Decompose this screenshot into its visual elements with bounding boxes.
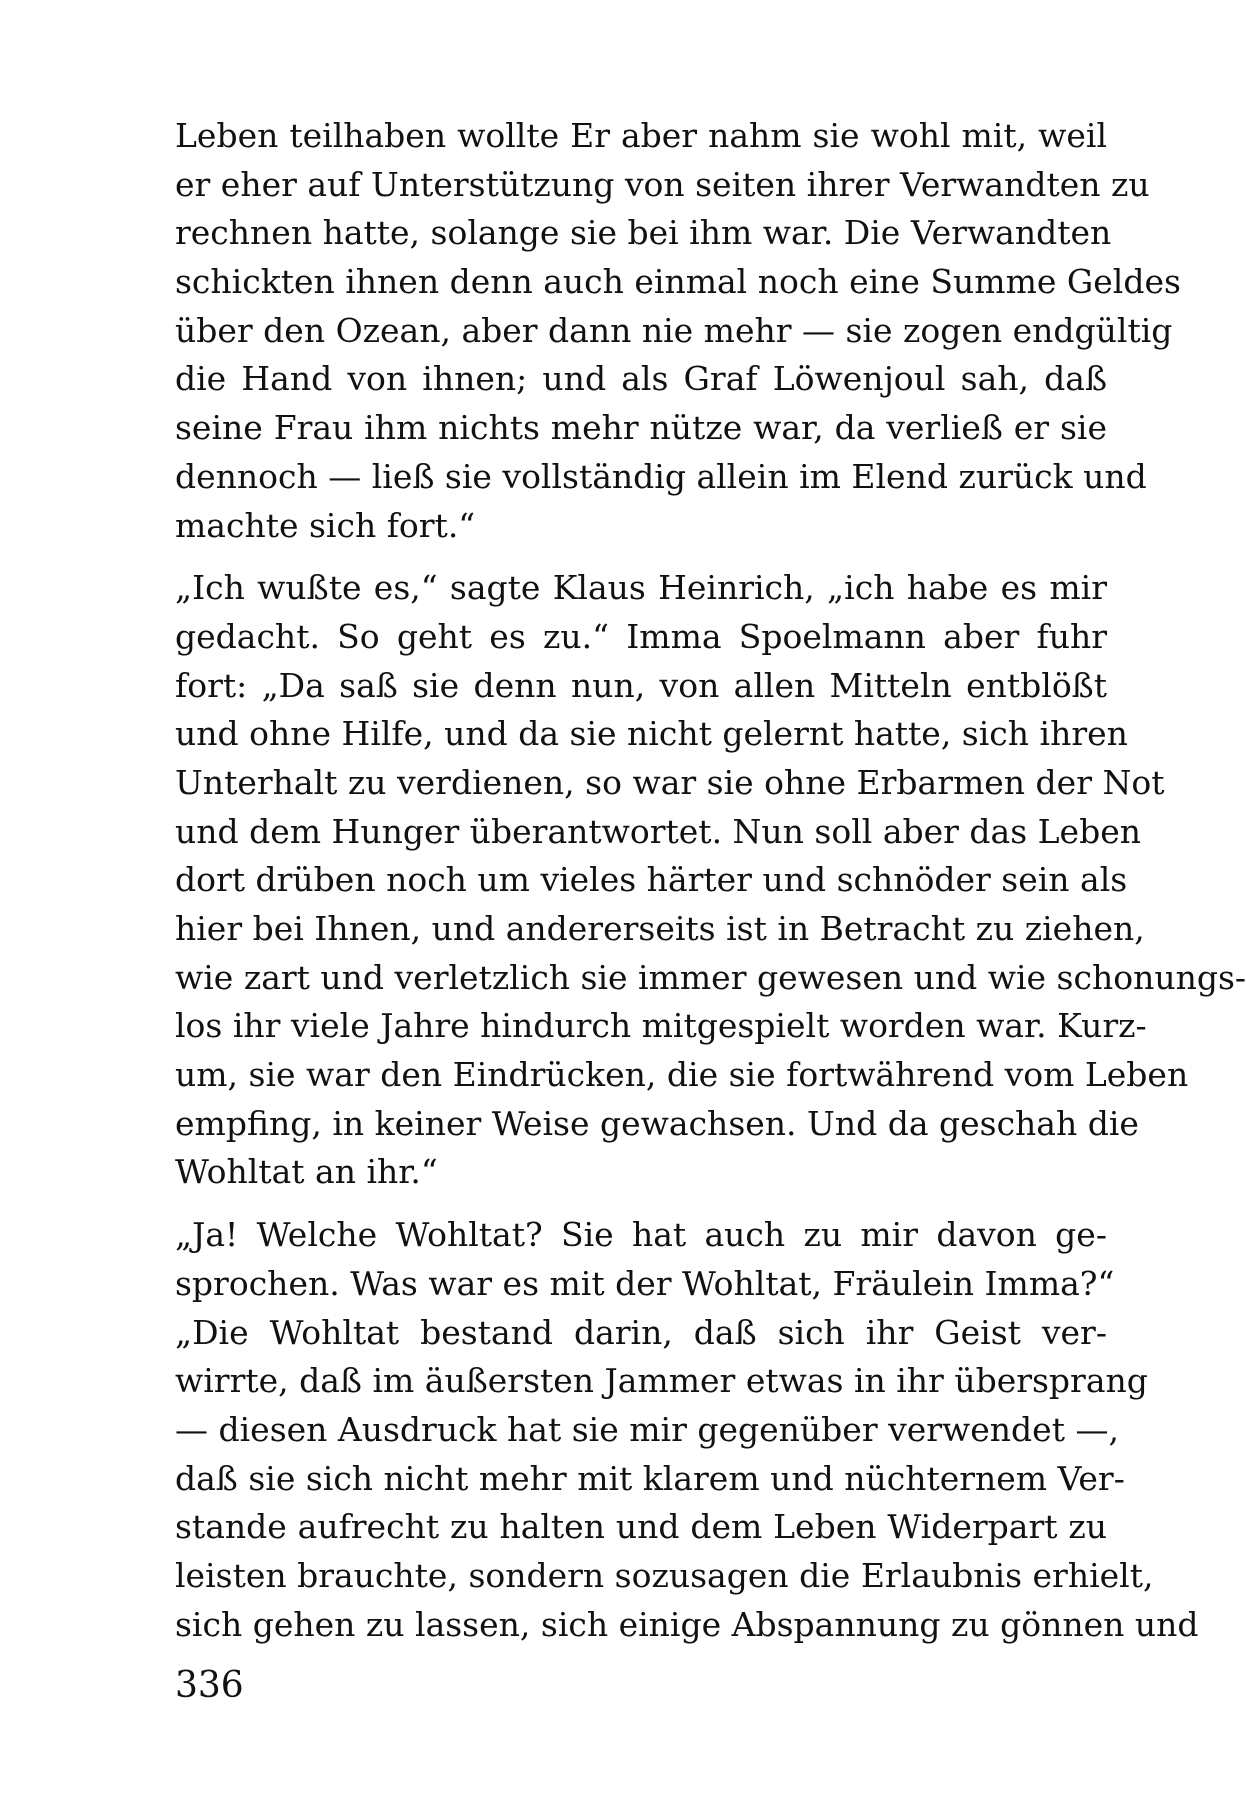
text-line: die Hand von ihnen; und als Graf Löwenjoul sah, daß [175,359,1107,399]
text-line: Leben teilhaben wollte Er aber nahm sie wohl mit, weil [175,116,1107,155]
text-line: und dem Hunger überantwortet. Nun soll aber das Leben [175,811,1141,851]
text-line: leisten brauchte, sondern sozusagen die Erlaubnis erhielt, [175,1555,1154,1595]
paragraph-spacer [175,1197,1107,1211]
text-line: stande aufrecht zu halten und dem Leben Widerpart zu [175,1507,1107,1547]
text-line: Wohltat an ihr.“ [175,1152,438,1192]
text-line: gedacht. So geht es zu.“ Imma Spoelmann aber fuhr [175,616,1107,656]
text-line: dennoch — ließ sie vollständig allein im Elend zurück und [175,456,1147,496]
text-line: wie zart und verletzlich sie immer gewesen und wie schonungs- [175,957,1246,997]
text-line: los ihr viele Jahre hindurch mitgespielt worden war. Kurz- [175,1006,1147,1046]
text-line: und ohne Hilfe, und da sie nicht gelernt hatte, sich ihren [175,714,1128,754]
text-line: „Die Wohltat bestand darin, daß sich ihr Geist ver- [175,1312,1107,1352]
text-line: seine Frau ihm nichts mehr nütze war, da verließ er sie [175,408,1107,448]
text-line: Unterhalt zu verdienen, so war sie ohne Erbarmen der Not [175,762,1165,802]
text-line: empfing, in keiner Weise gewachsen. Und da geschah die [175,1103,1139,1143]
text-line: rechnen hatte, solange sie bei ihm war. Die Verwandten [175,213,1112,253]
text-line: daß sie sich nicht mehr mit klarem und nüchternem Ver- [175,1458,1125,1498]
text-line: dort drüben noch um vieles härter und schnöder sein als [175,860,1128,900]
text-line: wirrte, daß im äußersten Jammer etwas in ihr übersprang [175,1361,1148,1401]
text-line: um, sie war den Eindrücken, die sie fortwährend vom Leben [175,1055,1189,1095]
page-number: 336 [175,1665,244,1706]
text-line: hier bei Ihnen, und andererseits ist in Betracht zu ziehen, [175,909,1145,948]
text-line: sprochen. Was war es mit der Wohltat, Fräulein Imma?“ [175,1263,1115,1303]
text-line: über den Ozean, aber dann nie mehr — sie zogen endgültig [175,310,1173,350]
paragraph-3 [175,1211,1115,1308]
paragraph-4 [175,1309,1199,1650]
paragraph-spacer [175,550,1107,564]
body-text [175,112,1246,1649]
text-line: schickten ihnen denn auch einmal noch eine Summe Geldes [175,262,1181,302]
text-line: machte sich fort.“ [175,505,476,545]
paragraph-1 [175,112,1181,550]
text-line: sich gehen zu lassen, sich einige Abspannung zu gönnen und [175,1604,1199,1644]
text-line: „Ich wußte es,“ sagte Klaus Heinrich, „ich habe es mir [175,568,1107,608]
text-line: er eher auf Unterstützung von seiten ihrer Verwandten zu [175,164,1150,204]
text-line: — diesen Ausdruck hat sie mir gegenüber verwendet —, [175,1409,1119,1449]
text-line: fort: „Da saß sie denn nun, von allen Mitteln entblößt [175,665,1107,705]
text-line: „Ja! Welche Wohltat? Sie hat auch zu mir davon ge- [175,1215,1107,1255]
paragraph-2 [175,564,1246,1197]
